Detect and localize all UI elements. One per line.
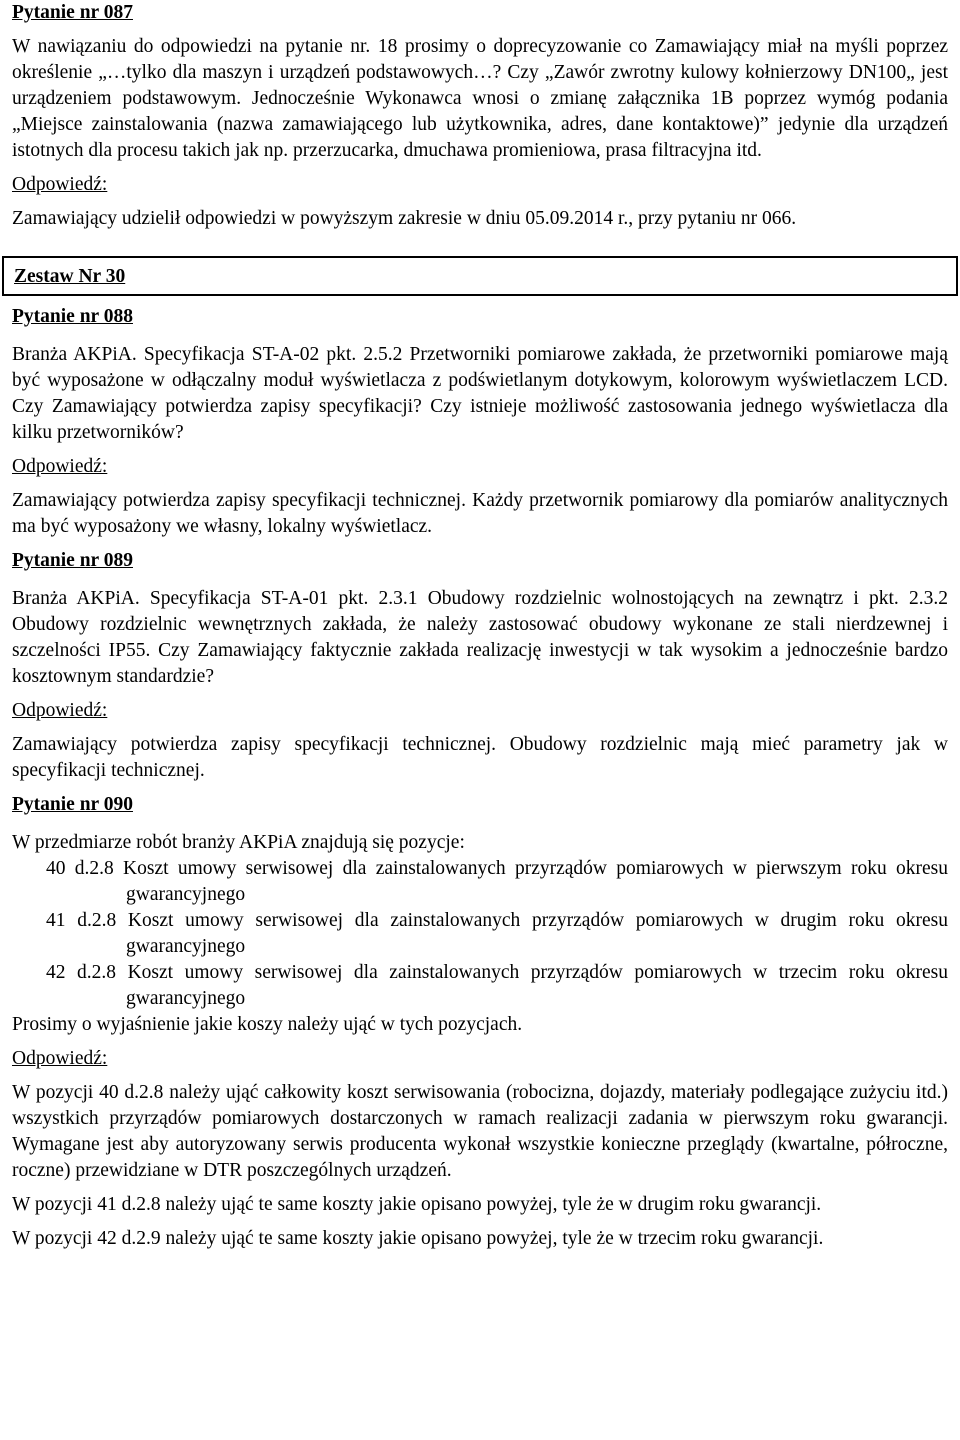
answer-label: Odpowiedź: (12, 456, 108, 477)
question-title: Pytanie nr 087 (12, 2, 133, 23)
answer-text: W pozycji 41 d.2.8 należy ująć te same koszty jakie opisano powyżej, tyle że w drugim roku gwarancji. (12, 1194, 822, 1215)
answer-label: Odpowiedź: (12, 174, 108, 195)
answer-label: Odpowiedź: (12, 700, 108, 721)
list-item: 41 d.2.8 Koszt umowy serwisowej dla zainstalowanych przyrządów pomiarowych w drugim roku okresu gwarancyjnego (46, 910, 948, 957)
question-body: Branża AKPiA. Specyfikacja ST-A-01 pkt. 2.3.1 Obudowy rozdzielnic wolnostojących na zewnątrz i pkt. 2.3.2 Obudowy rozdzielnic wewnętrznych zakłada, że należy zastosować obudowy wykonane ze stali nierdzewnej i szczelności IP55. Czy Zamawiający faktycznie zakłada realizację inwestycji w tak wysokim a jednocześnie bardzo kosztownym standardzie? (12, 588, 948, 687)
question-088 (12, 304, 948, 540)
answer-text: Zamawiający udzielił odpowiedzi w powyższym zakresie w dniu 05.09.2014 r., przy pytaniu nr 066. (12, 208, 797, 229)
question-title: Pytanie nr 090 (12, 794, 133, 815)
answer-label: Odpowiedź: (12, 1048, 108, 1069)
question-intro: W przedmiarze robót branży AKPiA znajdują się pozycje: (12, 832, 465, 853)
set-header-box (2, 256, 958, 296)
list-item: 42 d.2.8 Koszt umowy serwisowej dla zainstalowanych przyrządów pomiarowych w trzecim roku okresu gwarancyjnego (46, 962, 948, 1009)
answer-text: W pozycji 40 d.2.8 należy ująć całkowity koszt serwisowania (robocizna, dojazdy, materiały podlegające zużyciu itd.) wszystkich przyrządów pomiarowych dostarczonych w ramach realizacji zadania w pierwszym roku gwarancji. Wymagane jest aby autoryzowany serwis producenta wykonał wszystkie konieczne przeglądy (kwartalne, półroczne, roczne) przewidziane w DTR poszczególnych urządzeń. (12, 1082, 948, 1181)
question-body: W nawiązaniu do odpowiedzi na pytanie nr. 18 prosimy o doprecyzowanie co Zamawiający miał na myśli poprzez określenie „…tylko dla maszyn i urządzeń podstawowych…? Czy „Zawór zwrotny kulowy kołnierzowy DN100„ jest urządzeniem podstawowym. Jednocześnie Wykonawca wnosi o zmianę załącznika 1B poprzez wymóg podania „Miejsce zainstalowania (nazwa zamawiającego lub użytkownika, adres, dane kontaktowe)” jedynie dla urządzeń istotnych dla procesu takich jak np. przerzucarka, dmuchawa promieniowa, prasa filtracyjna itd. (12, 36, 948, 161)
answer-text: W pozycji 42 d.2.9 należy ująć te same koszty jakie opisano powyżej, tyle że w trzecim roku gwarancji. (12, 1228, 824, 1249)
question-title: Pytanie nr 089 (12, 550, 133, 571)
question-090 (12, 792, 948, 1252)
list-item: 40 d.2.8 Koszt umowy serwisowej dla zainstalowanych przyrządów pomiarowych w pierwszym roku okresu gwarancyjnego (46, 858, 948, 905)
set-title: Zestaw Nr 30 (14, 266, 126, 287)
answer-text: Zamawiający potwierdza zapisy specyfikacji technicznej. Każdy przetwornik pomiarowy dla pomiarów analitycznych ma być wyposażony we własny, lokalny wyświetlacz. (12, 490, 948, 537)
answer-text: Zamawiający potwierdza zapisy specyfikacji technicznej. Obudowy rozdzielnic mają mieć parametry jak w specyfikacji technicznej. (12, 734, 948, 781)
question-title: Pytanie nr 088 (12, 306, 133, 327)
positions-list (12, 856, 948, 1012)
question-body: Branża AKPiA. Specyfikacja ST-A-02 pkt. 2.5.2 Przetworniki pomiarowe zakłada, że przetworniki pomiarowe mają być wyposażone w odłączalny moduł wyświetlacza z podświetlanym dotykowym, kolorowym wyświetlaczem LCD. Czy Zamawiający potwierdza zapisy specyfikacji? Czy istnieje możliwość zastosowania jednego wyświetlacza dla kilku przetworników? (12, 344, 948, 443)
question-request: Prosimy o wyjaśnienie jakie koszy należy ująć w tych pozycjach. (12, 1014, 523, 1035)
question-087 (12, 0, 948, 232)
question-089 (12, 548, 948, 784)
